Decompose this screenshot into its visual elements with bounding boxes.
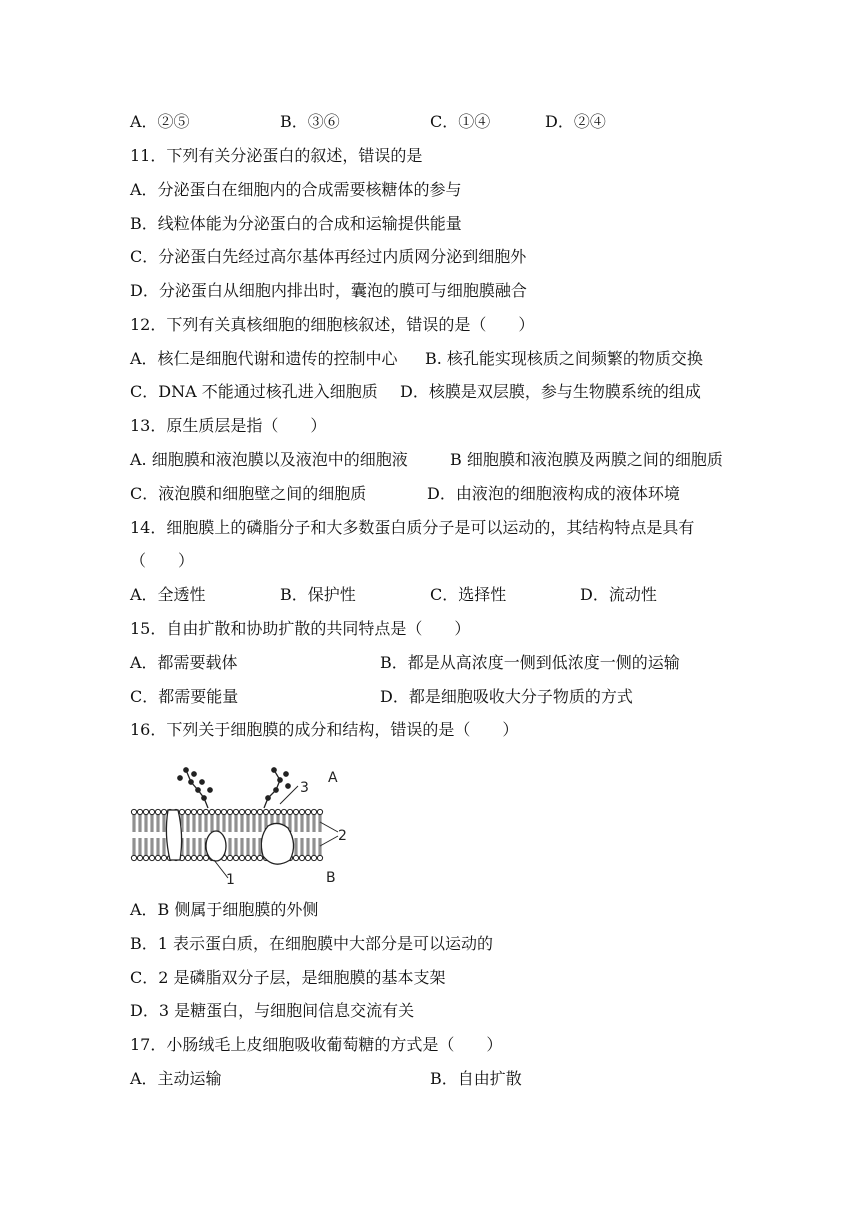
phospholipid-head: [233, 855, 238, 860]
q11-option-c: C．分泌蛋白先经过高尔基体再经过内质网分泌到细胞外: [130, 247, 527, 266]
phospholipid-head: [161, 855, 166, 860]
q10-option-a: A．②⑤: [130, 112, 190, 131]
phospholipid-head: [287, 809, 292, 814]
q16-stem: 16．下列关于细胞膜的成分和结构，错误的是（ ）: [130, 720, 519, 739]
phospholipid-head: [197, 809, 202, 814]
q11-option-b: B．线粒体能为分泌蛋白的合成和运输提供能量: [130, 214, 462, 233]
phospholipid-head: [155, 809, 160, 814]
label-3: 3: [300, 780, 309, 796]
glycoprotein-chain-right: [264, 768, 290, 808]
phospholipid-head: [137, 855, 142, 860]
q17-option-a: A．主动运输: [130, 1069, 222, 1088]
q15-stem: 15．自由扩散和协助扩散的共同特点是（ ）: [130, 619, 471, 638]
phospholipid-head: [185, 809, 190, 814]
phospholipid-head: [293, 809, 298, 814]
q17-stem: 17．小肠绒毛上皮细胞吸收葡萄糖的方式是（ ）: [130, 1035, 503, 1054]
phospholipid-head: [191, 809, 196, 814]
q14-option-a: A．全透性: [130, 585, 206, 604]
phospholipid-head: [311, 809, 316, 814]
q13-option-b: B 细胞膜和液泡膜及两膜之间的细胞质: [450, 450, 723, 469]
q15-option-c: C．都需要能量: [130, 687, 239, 706]
phospholipid-head: [299, 809, 304, 814]
q11-stem: 11．下列有关分泌蛋白的叙述，错误的是: [130, 146, 423, 165]
label-side-a: A: [328, 770, 338, 786]
phospholipid-head: [143, 809, 148, 814]
q10-option-d: D．②④: [545, 112, 606, 131]
cell-membrane-diagram: [128, 760, 358, 890]
phospholipid-head: [227, 809, 232, 814]
q14-option-d: D．流动性: [580, 585, 657, 604]
phospholipid-head: [305, 809, 310, 814]
phospholipid-head: [275, 809, 280, 814]
phospholipid-head: [281, 809, 286, 814]
phospholipid-head: [143, 855, 148, 860]
q13-option-d: D．由液泡的细胞液构成的液体环境: [427, 484, 680, 503]
phospholipid-head: [251, 855, 256, 860]
phospholipid-head: [305, 855, 310, 860]
q14-stem: 14．细胞膜上的磷脂分子和大多数蛋白质分子是可以运动的，其结构特点是具有: [130, 518, 695, 537]
phospholipid-head: [209, 809, 214, 814]
q13-stem: 13．原生质层是指（ ）: [130, 416, 327, 435]
phospholipid-head: [161, 809, 166, 814]
phospholipid-head: [155, 855, 160, 860]
phospholipid-head: [239, 855, 244, 860]
q11-option-d: D．分泌蛋白从细胞内排出时，囊泡的膜可与细胞膜融合: [130, 281, 527, 300]
q17-option-b: B．自由扩散: [430, 1069, 522, 1088]
phospholipid-head: [317, 809, 322, 814]
label-side-b: B: [326, 870, 336, 886]
phospholipid-head: [185, 855, 190, 860]
q16-option-a: A．B 侧属于细胞膜的外侧: [130, 900, 319, 919]
phospholipid-head: [137, 809, 142, 814]
q16-option-d: D．3 是糖蛋白，与细胞间信息交流有关: [130, 1001, 415, 1020]
q15-option-a: A．都需要载体: [130, 653, 238, 672]
phospholipid-head: [131, 855, 136, 860]
leader-line-2-top: [320, 822, 338, 832]
phospholipid-head: [203, 809, 208, 814]
q10-option-b: B．③⑥: [280, 112, 340, 131]
phospholipid-head: [245, 855, 250, 860]
phospholipid-head: [299, 855, 304, 860]
q15-option-b: B．都是从高浓度一侧到低浓度一侧的运输: [380, 653, 680, 672]
phospholipid-head: [227, 855, 232, 860]
q13-option-c: C．液泡膜和细胞壁之间的细胞质: [130, 484, 367, 503]
label-1: 1: [226, 872, 235, 888]
phospholipid-head: [179, 809, 184, 814]
phospholipid-head: [311, 855, 316, 860]
q16-option-c: C．2 是磷脂双分子层，是细胞膜的基本支架: [130, 968, 446, 987]
channel-protein: [166, 810, 181, 860]
q14-option-c: C．选择性: [430, 585, 507, 604]
embedded-protein: [206, 831, 226, 861]
phospholipid-head: [245, 809, 250, 814]
phospholipid-head: [203, 855, 208, 860]
membrane-svg: [128, 760, 358, 890]
q12-option-d: D．核膜是双层膜，参与生物膜系统的组成: [400, 382, 701, 401]
q12-option-b: B. 核孔能实现核质之间频繁的物质交换: [425, 349, 703, 368]
phospholipid-head: [269, 809, 274, 814]
q12-option-c: C．DNA 不能通过核孔进入细胞质: [130, 382, 378, 401]
phospholipid-head: [257, 809, 262, 814]
glycoprotein-chain-left: [178, 768, 212, 808]
phospholipid-head: [149, 809, 154, 814]
phospholipid-head: [239, 809, 244, 814]
q15-option-d: D．都是细胞吸收大分子物质的方式: [380, 687, 633, 706]
phospholipid-head: [149, 855, 154, 860]
q11-option-a: A．分泌蛋白在细胞内的合成需要核糖体的参与: [130, 180, 462, 199]
leader-line-3: [280, 786, 298, 804]
q13-option-a: A. 细胞膜和液泡膜以及液泡中的细胞液: [130, 450, 408, 469]
transmembrane-protein: [261, 823, 293, 864]
phospholipid-head: [251, 809, 256, 814]
phospholipid-head: [263, 809, 268, 814]
phospholipid-heads: [131, 809, 322, 860]
q10-option-c: C．①④: [430, 112, 491, 131]
phospholipid-head: [293, 855, 298, 860]
phospholipid-head: [191, 855, 196, 860]
q14-option-b: B．保护性: [280, 585, 356, 604]
phospholipid-head: [233, 809, 238, 814]
q12-option-a: A．核仁是细胞代谢和遗传的控制中心: [130, 349, 398, 368]
q12-stem: 12．下列有关真核细胞的细胞核叙述，错误的是（ ）: [130, 315, 535, 334]
phospholipid-head: [221, 809, 226, 814]
leader-line-2-bottom: [320, 836, 338, 846]
q14-stem-continued: （ ）: [130, 551, 195, 570]
phospholipid-head: [131, 809, 136, 814]
phospholipid-head: [317, 855, 322, 860]
phospholipid-head: [197, 855, 202, 860]
label-2: 2: [338, 828, 347, 844]
phospholipid-head: [215, 809, 220, 814]
phospholipid-head: [257, 855, 262, 860]
q16-option-b: B．1 表示蛋白质，在细胞膜中大部分是可以运动的: [130, 934, 494, 953]
